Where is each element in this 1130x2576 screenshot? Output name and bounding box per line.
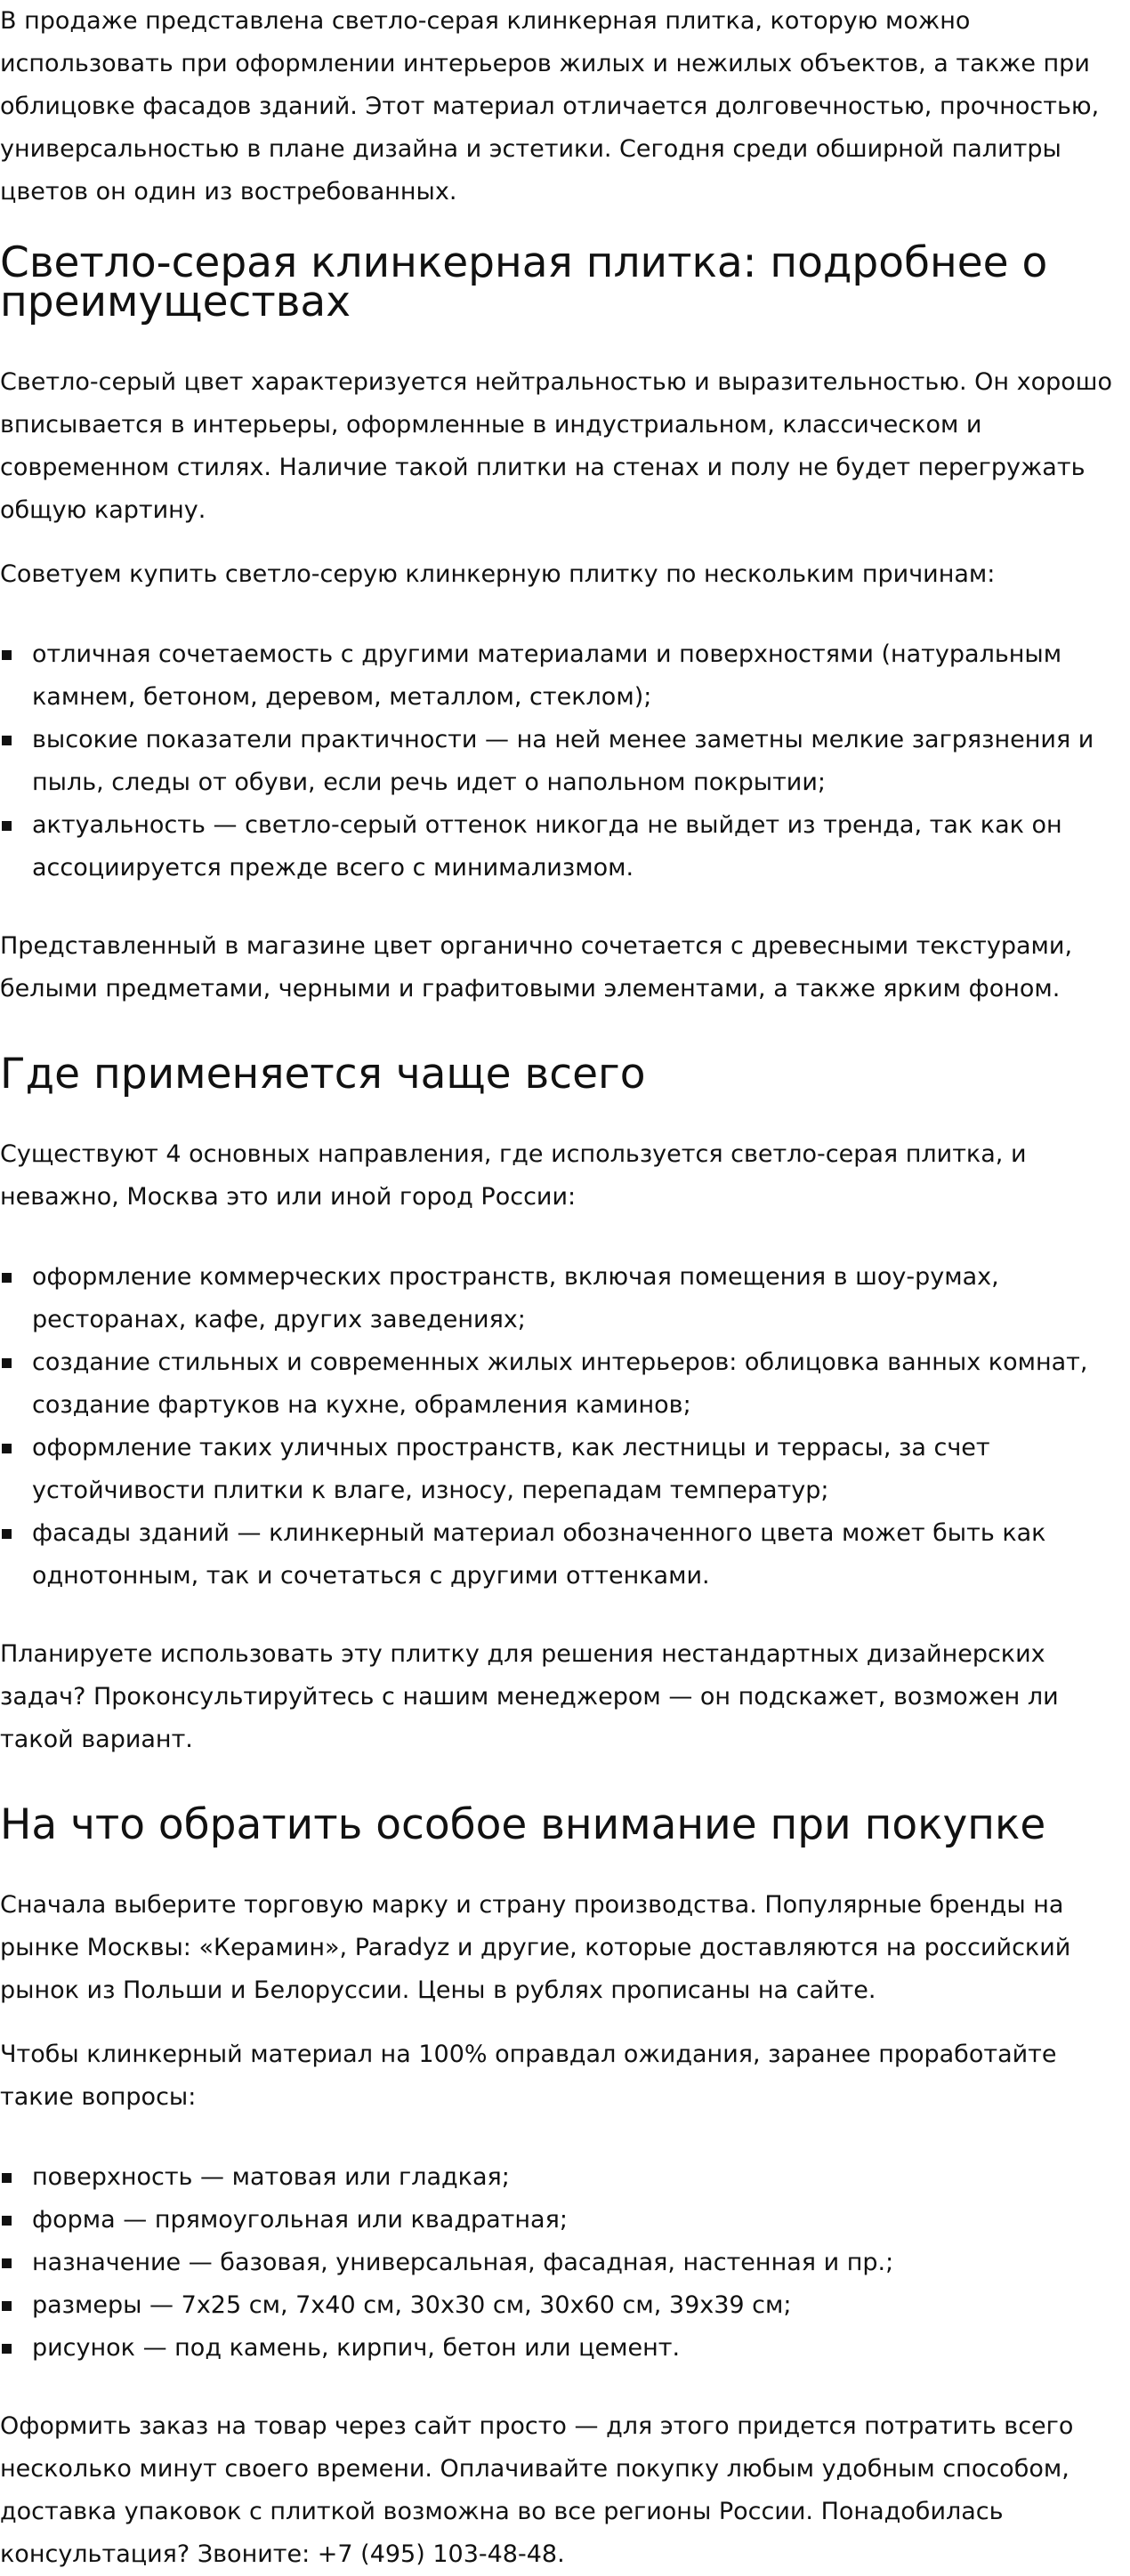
bullet-icon — [2, 821, 12, 831]
bullet-icon — [2, 736, 12, 745]
list-item: поверхность — матовая или гладкая; — [0, 2156, 1130, 2199]
bullet-icon — [2, 650, 12, 660]
combination-paragraph: Представленный в магазине цвет органично сочетается с древесными текстурами, белыми предметами, черными и графитовыми элементами, а также ярким фоном. — [0, 932, 1073, 1002]
reasons-intro: Советуем купить светло-серую клинкерную плитку по нескольким причинам: — [0, 560, 996, 588]
list-item: создание стильных и современных жилых интерьеров: облицовка ванных комнат, создание фартуков на кухне, обрамления каминов; — [0, 1341, 1130, 1427]
bullet-icon — [2, 2301, 12, 2311]
consultation-paragraph: Планируете использовать эту плитку для решения нестандартных дизайнерских задач? Проконсультируйтесь с нашим менеджером — он подскажет, возможен ли такой вариант. — [0, 1640, 1059, 1753]
list-item: фасады зданий — клинкерный материал обозначенного цвета может быть как однотонным, так и сочетаться с другими оттенками. — [0, 1512, 1130, 1598]
bullet-icon — [2, 1529, 12, 1539]
list-item: форма — прямоугольная или квадратная; — [0, 2199, 1130, 2242]
order-paragraph: Оформить заказ на товар через сайт просто — для этого придется потратить всего несколько минут своего времени. Оплачивайте покупку любым удобным способом, доставка упаковок с плиткой возможна во все регионы России. Понадобилась консультация? Звоните: +7 (495) 103-48-48. — [0, 2412, 1074, 2568]
list-item: оформление таких уличных пространств, как лестницы и террасы, за счет устойчивости плитки к влаге, износу, перепадам температур; — [0, 1427, 1130, 1512]
usage-list — [0, 1256, 1130, 1598]
questions-intro: Чтобы клинкерный материал на 100% оправдал ожидания, заранее проработайте такие вопросы: — [0, 2041, 1057, 2111]
bullet-icon — [2, 1358, 12, 1368]
list-item: рисунок — под камень, кирпич, бетон или цемент. — [0, 2327, 1130, 2370]
advantages-paragraph: Светло-серый цвет характеризуется нейтральностью и выразительностью. Он хорошо вписывается в интерьеры, оформленные в индустриальном, классическом и современном стилях. Наличие такой плитки на стенах и полу не будет перегружать общую картину. — [0, 368, 1113, 524]
list-item: размеры — 7x25 см, 7x40 см, 30x30 см, 30x60 см, 39x39 см; — [0, 2284, 1130, 2327]
section-heading-advantages: Светло-серая клинкерная плитка: подробнее о преимуществах — [0, 238, 1048, 326]
reasons-list — [0, 633, 1130, 890]
list-item: актуальность — светло-серый оттенок никогда не выйдет из тренда, так как он ассоциируется прежде всего с минимализмом. — [0, 804, 1130, 890]
bullet-icon — [2, 2344, 12, 2354]
list-item: оформление коммерческих пространств, включая помещения в шоу-румах, ресторанах, кафе, других заведениях; — [0, 1256, 1130, 1341]
bullet-icon — [2, 2216, 12, 2226]
bullet-icon — [2, 1273, 12, 1283]
list-item: назначение — базовая, универсальная, фасадная, настенная и пр.; — [0, 2242, 1130, 2284]
bullet-icon — [2, 2173, 12, 2183]
section-heading-usage: Где применяется чаще всего — [0, 1050, 646, 1099]
bullet-icon — [2, 1444, 12, 1453]
list-item: высокие показатели практичности — на ней менее заметны мелкие загрязнения и пыль, следы от обуви, если речь идет о напольном покрытии; — [0, 719, 1130, 804]
section-heading-purchase: На что обратить особое внимание при покупке — [0, 1800, 1046, 1849]
bullet-icon — [2, 2258, 12, 2268]
usage-intro: Существуют 4 основных направления, где используется светло-серая плитка, и неважно, Москва это или иной город России: — [0, 1140, 1027, 1211]
brands-paragraph: Сначала выберите торговую марку и страну производства. Популярные бренды на рынке Москвы: «Керамин», Paradyz и другие, которые доставляются на российский рынок из Польши и Белоруссии. Цены в рублях прописаны на сайте. — [0, 1891, 1071, 2004]
intro-paragraph: В продаже представлена светло-серая клинкерная плитка, которую можно использовать при оформлении интерьеров жилых и нежилых объектов, а также при облицовке фасадов зданий. Этот материал отличается долговечностью, прочностью, универсальностью в плане дизайна и эстетики. Сегодня среди обширной палитры цветов он один из востребованных. — [0, 7, 1100, 205]
list-item: отличная сочетаемость с другими материалами и поверхностями (натуральным камнем, бетоном, деревом, металлом, стеклом); — [0, 633, 1130, 719]
questions-list — [0, 2156, 1130, 2370]
